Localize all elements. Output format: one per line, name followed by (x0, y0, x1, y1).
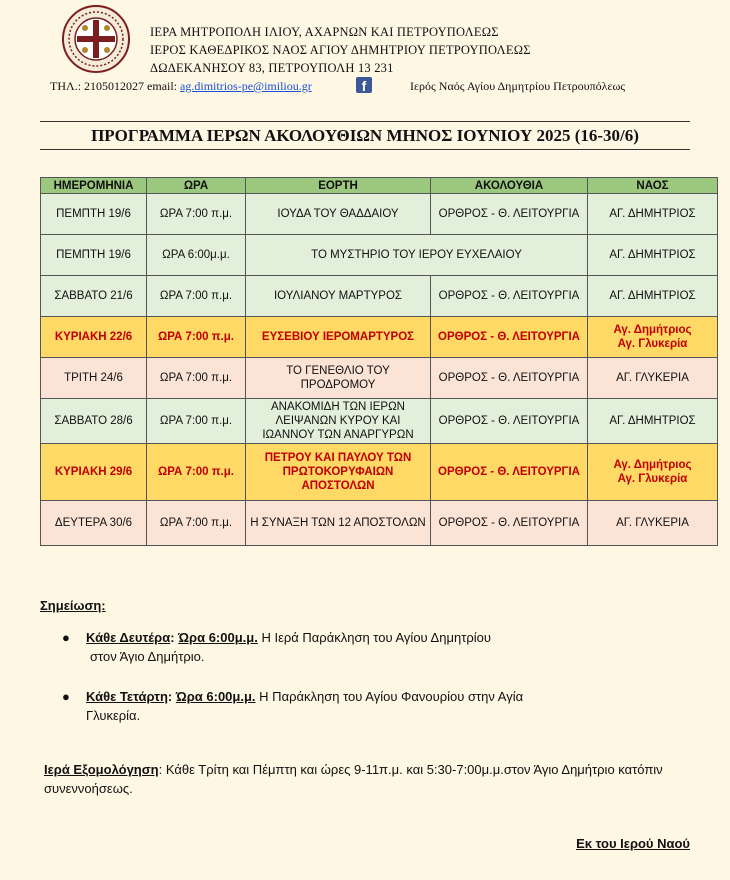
cell-date: ΚΥΡΙΑΚΗ 22/6 (41, 317, 147, 358)
facebook-page-name[interactable]: Ιερός Ναός Αγίου Δημητρίου Πετρουπόλεως (410, 79, 626, 93)
cell-time: ΩΡΑ 7:00 π.μ. (147, 317, 246, 358)
bullet-icon: ● (62, 630, 70, 645)
cell-church (588, 194, 718, 235)
cell-date: ΔΕΥΤΕΡΑ 30/6 (41, 501, 147, 546)
cell-church (588, 399, 718, 444)
phone-text: ΤΗΛ.: 2105012027 email: (50, 79, 178, 93)
confession-section (44, 760, 684, 798)
church-seal-logo (62, 5, 130, 73)
note-wednesday-text: Η Παράκληση του Αγίου Φανουρίου στην Αγία (255, 689, 524, 704)
cell-service: ΟΡΘΡΟΣ - Θ. ΛΕΙΤΟΥΡΓΙΑ (431, 194, 588, 235)
cell-date: ΠΕΜΠΤΗ 19/6 (41, 235, 147, 276)
church-name-primary: ΑΓ. ΔΗΜΗΤΡΙΟΣ (609, 415, 696, 427)
table-row (41, 276, 718, 317)
note-monday-text: Η Ιερά Παράκληση του Αγίου Δημητρίου (257, 630, 491, 645)
header-time: ΩΡΑ (147, 178, 246, 194)
cell-feast: ΕΥΣΕΒΙΟΥ ΙΕΡΟΜΑΡΤΥΡΟΣ (246, 317, 431, 358)
confession-text: : Κάθε Τρίτη και Πέμπτη και ώρες 9-11π.μ. και 5:30-7:00μ.μ.στον Άγιο Δημήτριο κατόπιν συνεννοήσεως. (44, 762, 663, 796)
cell-feast: ΠΕΤΡΟΥ ΚΑΙ ΠΑΥΛΟΥ ΤΩΝ ΠΡΩΤΟΚΟΡΥΦΑΙΩΝ ΑΠΟΣΤΟΛΩΝ (246, 444, 431, 501)
table-row (41, 317, 718, 358)
note-monday-text2: στον Άγιο Δημήτριο. (90, 649, 205, 664)
confession-label: Ιερά Εξομολόγηση (44, 762, 159, 777)
church-name: ΙΕΡΟΣ ΚΑΘΕΔΡΙΚΟΣ ΝΑΟΣ ΑΓΙΟΥ ΔΗΜΗΤΡΙΟΥ ΠΕΤΡΟΥΠΟΛΕΩΣ (150, 43, 531, 57)
church-name-primary: ΑΓ. ΓΛΥΚΕΡΙΑ (616, 517, 689, 529)
cell-time: ΩΡΑ 7:00 π.μ. (147, 444, 246, 501)
cell-service: ΟΡΘΡΟΣ - Θ. ΛΕΙΤΟΥΡΓΙΑ (431, 444, 588, 501)
church-name-secondary: Αγ. Γλυκερία (617, 473, 688, 485)
table-row (41, 444, 718, 501)
church-name-primary: Αγ. Δημήτριος (613, 459, 692, 471)
church-name-primary: ΑΓ. ΓΛΥΚΕΡΙΑ (616, 372, 689, 384)
cell-service: ΟΡΘΡΟΣ - Θ. ΛΕΙΤΟΥΡΓΙΑ (431, 501, 588, 546)
page-title: ΠΡΟΓΡΑΜΜΑ ΙΕΡΩΝ ΑΚΟΛΟΥΘΙΩΝ ΜΗΝΟΣ ΙΟΥΝΙΟΥ 2025 (16-30/6) (91, 126, 639, 145)
title-top-rule (40, 121, 690, 122)
bullet-icon: ● (62, 689, 70, 704)
table-row (41, 399, 718, 444)
cell-time: ΩΡΑ 7:00 π.μ. (147, 501, 246, 546)
metropolis-name: ΙΕΡΑ ΜΗΤΡΟΠΟΛΗ ΙΛΙΟΥ, ΑΧΑΡΝΩΝ ΚΑΙ ΠΕΤΡΟΥΠΟΛΕΩΣ (150, 25, 499, 39)
contact-line (50, 79, 312, 94)
cell-feast: ΤΟ ΜΥΣΤΗΡΙΟ ΤΟΥ ΙΕΡΟΥ ΕΥΧΕΛΑΙΟΥ (246, 235, 588, 276)
cell-date: ΠΕΜΠΤΗ 19/6 (41, 194, 147, 235)
note-wednesday-text2: Γλυκερία. (86, 708, 141, 723)
header-service: ΑΚΟΛΟΥΘΙΑ (431, 178, 588, 194)
notes-section (40, 598, 106, 613)
note-wednesday-time: Ώρα 6:00μ.μ. (175, 689, 256, 704)
cell-service: ΟΡΘΡΟΣ - Θ. ΛΕΙΤΟΥΡΓΙΑ (431, 317, 588, 358)
cell-church (588, 235, 718, 276)
cell-feast: ΙΟΥΔΑ ΤΟΥ ΘΑΔΔΑΙΟΥ (246, 194, 431, 235)
cell-church (588, 276, 718, 317)
cell-church (588, 358, 718, 399)
church-name-primary: ΑΓ. ΔΗΜΗΤΡΙΟΣ (609, 290, 696, 302)
header-church: ΝΑΟΣ (588, 178, 718, 194)
cell-time: ΩΡΑ 6:00μ.μ. (147, 235, 246, 276)
signature: Εκ του Ιερού Ναού (576, 836, 690, 851)
note-monday-day: Κάθε Δευτέρα (86, 630, 171, 645)
cell-feast: ΤΟ ΓΕΝΕΘΛΙΟ ΤΟΥ ΠΡΟΔΡΟΜΟΥ (246, 358, 431, 399)
email-link[interactable]: ag.dimitrios-pe@imiliou.gr (180, 79, 312, 93)
table-header-row (41, 178, 718, 194)
church-name-primary: ΑΓ. ΔΗΜΗΤΡΙΟΣ (609, 208, 696, 220)
church-name-primary: Αγ. Δημήτριος (613, 324, 692, 336)
cell-feast: ΑΝΑΚΟΜΙΔΗ ΤΩΝ ΙΕΡΩΝ ΛΕΙΨΑΝΩΝ ΚΥΡΟΥ ΚΑΙ ΙΩΑΝΝΟΥ ΤΩΝ ΑΝΑΡΓΥΡΩΝ (246, 399, 431, 444)
cell-time: ΩΡΑ 7:00 π.μ. (147, 399, 246, 444)
cell-church (588, 501, 718, 546)
church-name-secondary: Αγ. Γλυκερία (617, 338, 688, 350)
cell-feast: Η ΣΥΝΑΞΗ ΤΩΝ 12 ΑΠΟΣΤΟΛΩΝ (246, 501, 431, 546)
cell-date: ΚΥΡΙΑΚΗ 29/6 (41, 444, 147, 501)
table-row (41, 194, 718, 235)
cell-time: ΩΡΑ 7:00 π.μ. (147, 358, 246, 399)
cell-date: ΣΑΒΒΑΤΟ 21/6 (41, 276, 147, 317)
table-row (41, 358, 718, 399)
cell-time: ΩΡΑ 7:00 π.μ. (147, 194, 246, 235)
facebook-icon[interactable]: f (356, 77, 372, 93)
cell-service: ΟΡΘΡΟΣ - Θ. ΛΕΙΤΟΥΡΓΙΑ (431, 358, 588, 399)
schedule-table (40, 177, 718, 546)
header-feast: ΕΟΡΤΗ (246, 178, 431, 194)
church-address: ΔΩΔΕΚΑΝΗΣΟΥ 83, ΠΕΤΡΟΥΠΟΛΗ 13 231 (150, 61, 394, 75)
cell-feast: ΙΟΥΛΙΑΝΟΥ ΜΑΡΤΥΡΟΣ (246, 276, 431, 317)
cell-church (588, 444, 718, 501)
cell-date: ΤΡΙΤΗ 24/6 (41, 358, 147, 399)
church-name-primary: ΑΓ. ΔΗΜΗΤΡΙΟΣ (609, 249, 696, 261)
note-wednesday-day: Κάθε Τετάρτη (86, 689, 168, 704)
table-row (41, 501, 718, 546)
cell-date: ΣΑΒΒΑΤΟ 28/6 (41, 399, 147, 444)
cell-service: ΟΡΘΡΟΣ - Θ. ΛΕΙΤΟΥΡΓΙΑ (431, 276, 588, 317)
cell-service: ΟΡΘΡΟΣ - Θ. ΛΕΙΤΟΥΡΓΙΑ (431, 399, 588, 444)
cell-church (588, 317, 718, 358)
header-date: ΗΜΕΡΟΜΗΝΙΑ (41, 178, 147, 194)
table-row (41, 235, 718, 276)
notes-title: Σημείωση: (40, 598, 106, 613)
title-bottom-rule (40, 149, 690, 150)
cell-time: ΩΡΑ 7:00 π.μ. (147, 276, 246, 317)
note-monday-time: Ώρα 6:00μ.μ. (178, 630, 258, 645)
